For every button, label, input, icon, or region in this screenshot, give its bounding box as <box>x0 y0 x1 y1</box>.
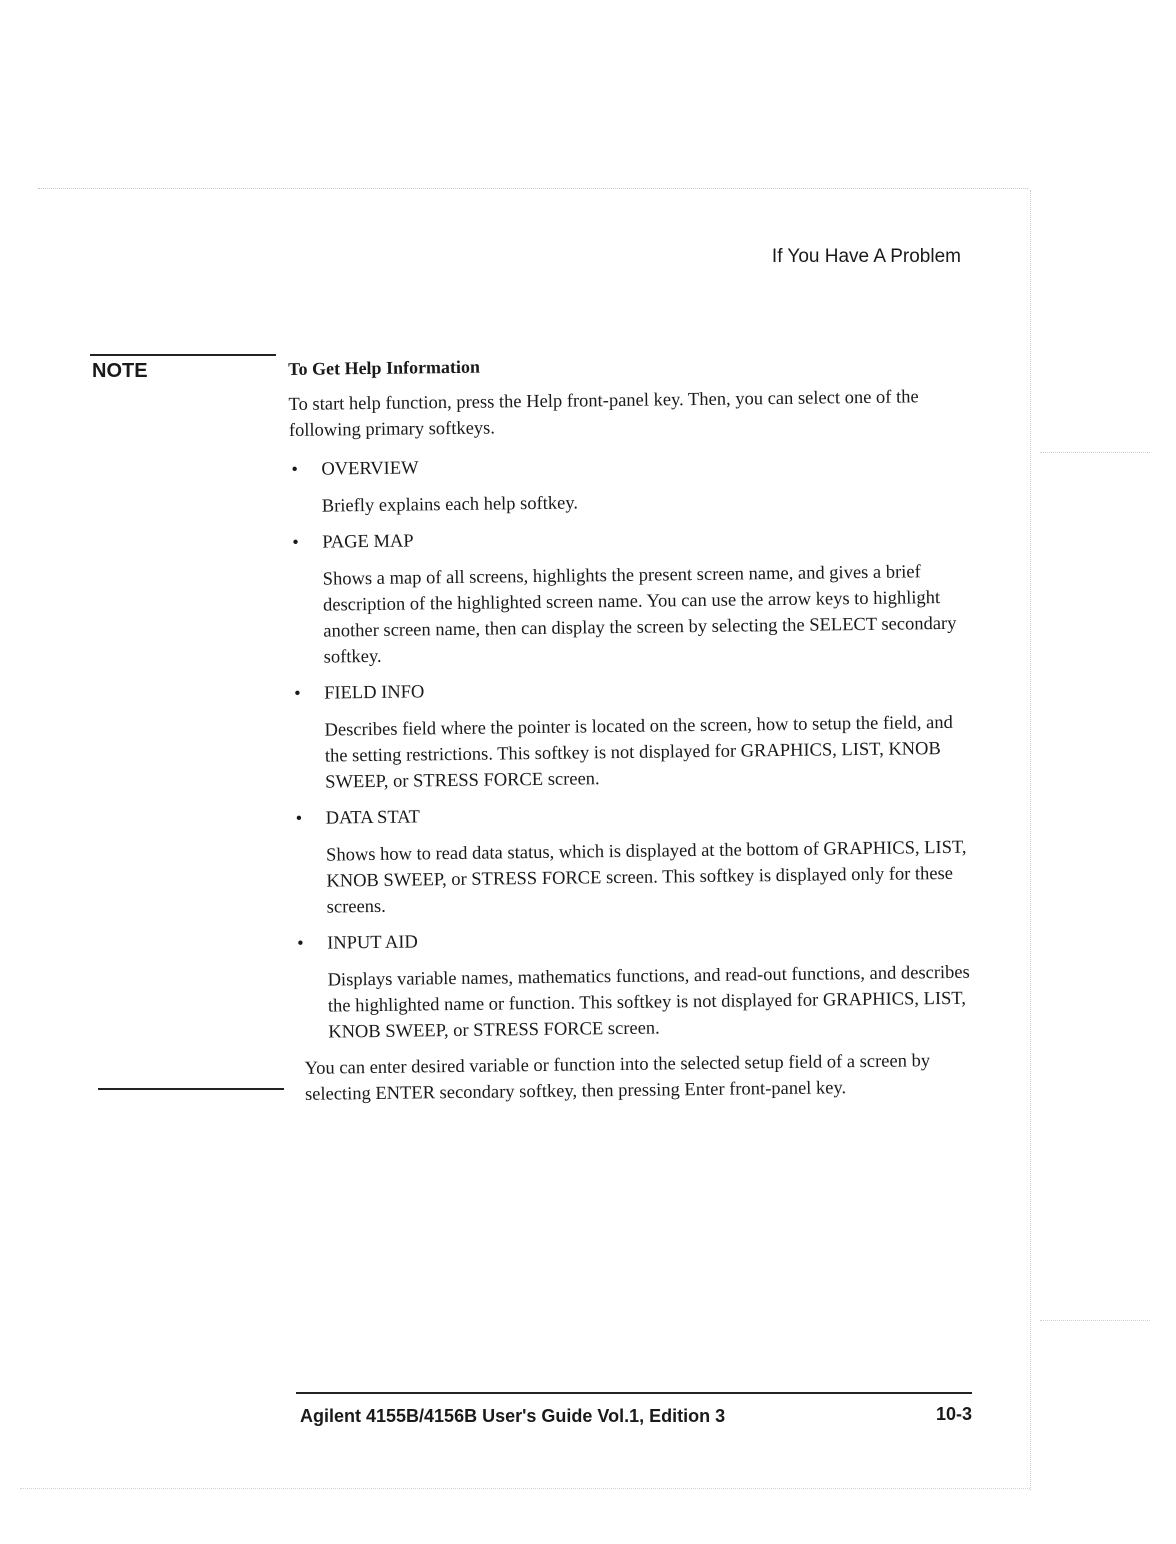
scan-border-right <box>1030 190 1031 1490</box>
section-title: To Get Help Information <box>288 356 481 379</box>
running-header: If You Have A Problem <box>771 246 961 267</box>
footer-title: Agilent 4155B/4156B User's Guide Vol.1, Edition 3 <box>300 1406 726 1426</box>
note-body <box>288 348 972 1108</box>
softkey-description: Shows how to read data status, which is displayed at the bottom of GRAPHICS, LIST, KNOB SWEEP, or STRESS FORCE screen. This softkey is displayed only for these screens. <box>325 837 967 918</box>
bullet-icon: • <box>292 532 299 553</box>
scan-mark <box>1040 1320 1150 1321</box>
list-item <box>295 923 971 1046</box>
bullet-icon: • <box>297 933 304 954</box>
softkey-name: PAGE MAP <box>322 531 414 553</box>
note-bottom-rule <box>98 1088 284 1090</box>
list-item <box>290 522 967 671</box>
note-label: NOTE <box>92 360 148 382</box>
softkey-description: Displays variable names, mathematics functions, and read-out functions, and describes the highlighted name or function. This softkey is not displayed for GRAPHICS, LIST, KNOB SWEEP, or STRESS FORCE screen. <box>327 962 970 1043</box>
scan-border-top <box>38 188 1028 189</box>
bullet-icon: • <box>295 808 303 829</box>
closing-paragraph: You can enter desired variable or function into the selected setup field of a screen by selecting ENTER secondary softkey, then pressing Enter front-panel key. <box>304 1051 931 1105</box>
intro-paragraph: To start help function, press the Help front-panel key. Then, you can select one of the following primary softkeys. <box>288 387 919 441</box>
scan-mark <box>1040 452 1150 453</box>
scan-border-bottom <box>20 1488 1030 1489</box>
softkey-list <box>289 449 971 1046</box>
footer-rule <box>296 1392 972 1394</box>
softkey-description: Briefly explains each help softkey. <box>321 493 579 517</box>
page-number: 10-3 <box>935 1404 972 1424</box>
list-item <box>293 798 969 921</box>
softkey-description: Shows a map of all screens, highlights the present screen name, and gives a brief description of the highlighted screen name. You can use the arrow keys to highlight another screen name, then can display the screen by selecting the SELECT secondary softkey. <box>322 562 957 668</box>
list-item <box>292 673 968 796</box>
softkey-name: OVERVIEW <box>321 458 419 480</box>
bullet-icon: • <box>291 459 298 480</box>
softkey-description: Describes field where the pointer is located on the screen, how to setup the field, and the setting restrictions. This softkey is not displayed for GRAPHICS, LIST, KNOB SWEEP, or STRESS FORCE screen. <box>324 712 953 793</box>
softkey-name: DATA STAT <box>325 807 420 829</box>
note-top-rule <box>90 354 276 356</box>
list-item <box>289 449 965 520</box>
bullet-icon: • <box>294 683 301 704</box>
softkey-name: FIELD INFO <box>324 682 425 704</box>
softkey-name: INPUT AID <box>327 932 418 954</box>
